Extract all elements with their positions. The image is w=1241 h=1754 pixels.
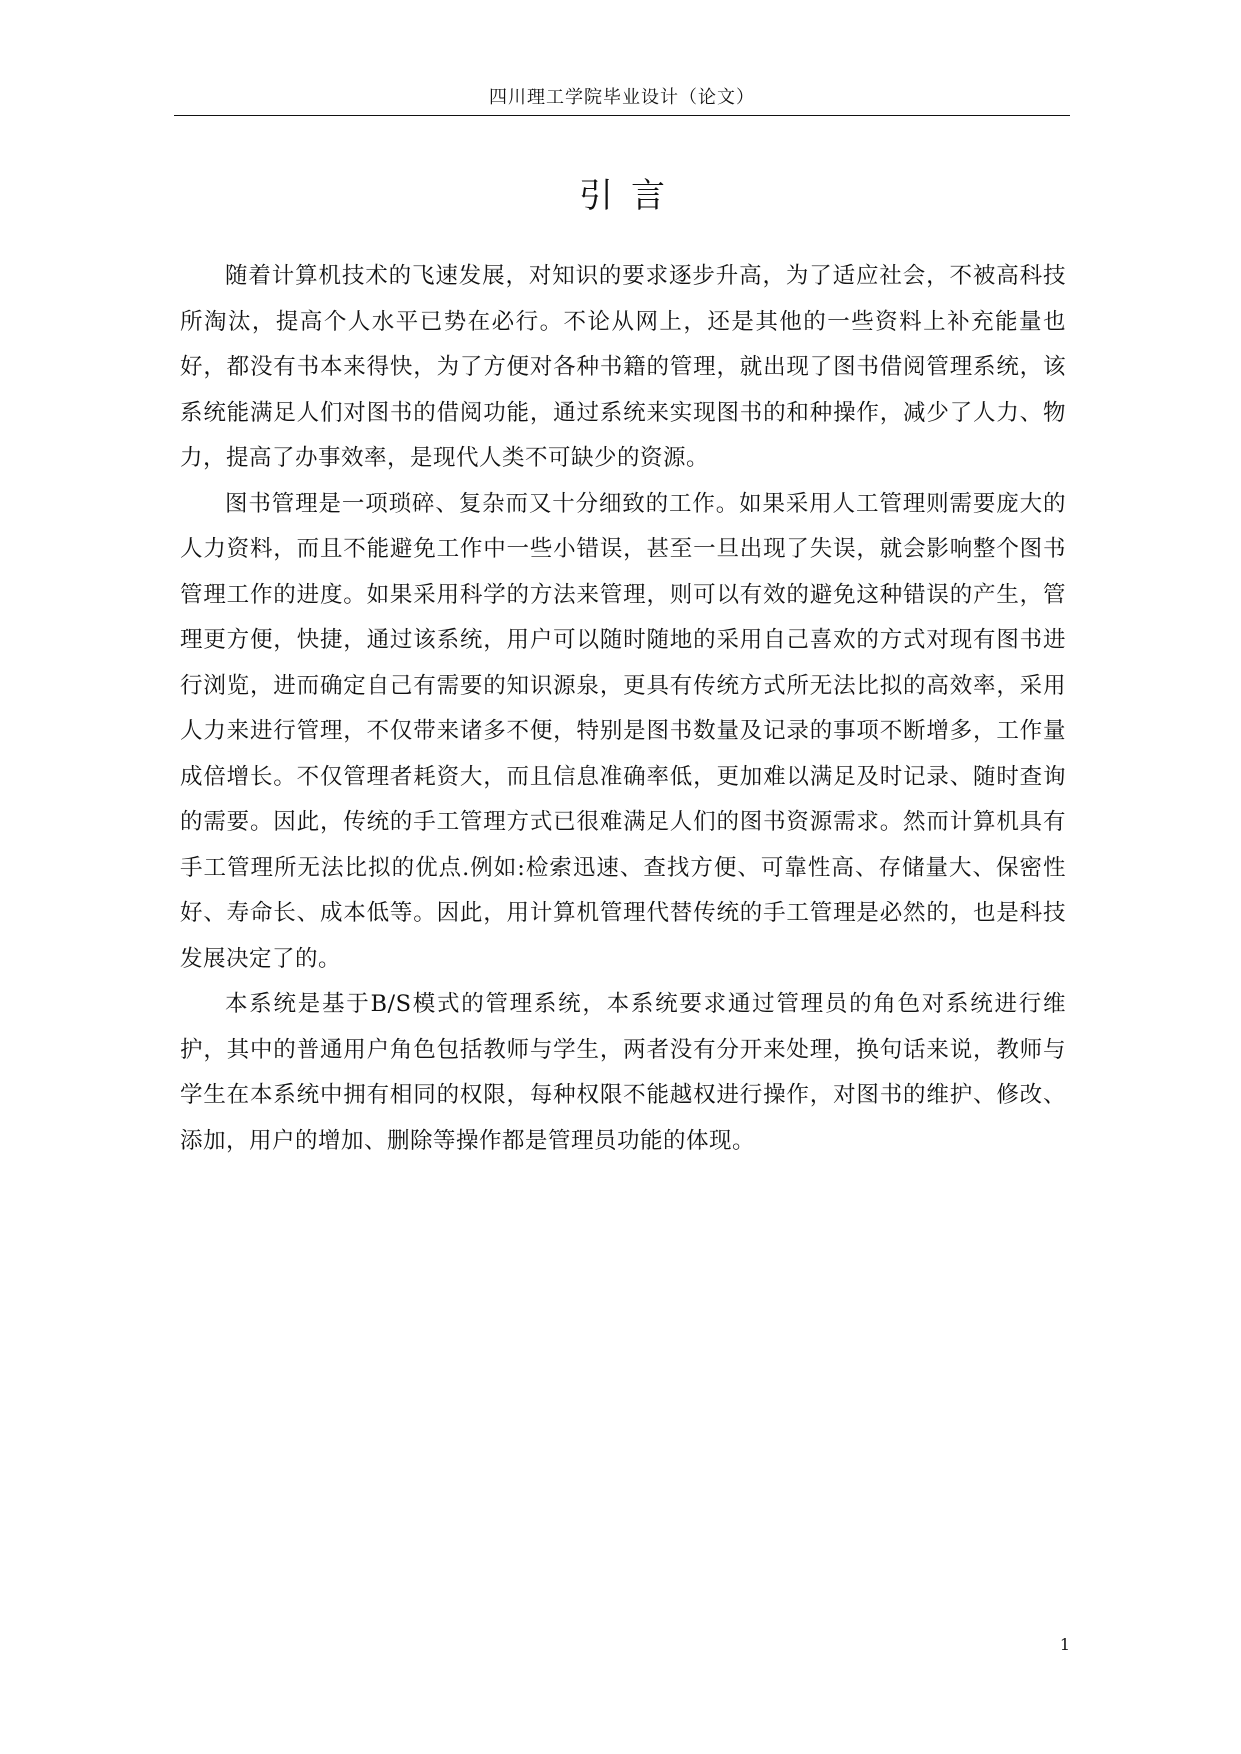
paragraph: 本系统是基于B/S模式的管理系统，本系统要求通过管理员的角色对系统进行维护，其中的普通用户角色包括教师与学生，两者没有分开来处理，换句话来说，教师与学生在本系统中拥有相同的权限，每种权限不能越权进行操作，对图书的维护、修改、添加，用户的增加、删除等操作都是管理员功能的体现。: [180, 991, 1066, 1154]
header-rule: [174, 115, 1070, 116]
paragraph: 图书管理是一项琐碎、复杂而又十分细致的工作。如果采用人工管理则需要庞大的人力资料，而且不能避免工作中一些小错误，甚至一旦出现了失误，就会影响整个图书管理工作的进度。如果采用科学的方法来管理，则可以有效的避免这种错误的产生，管理更方便，快捷，通过该系统，用户可以随时随地的采用自己喜欢的方式对现有图书进行浏览，进而确定自己有需要的知识源泉，更具有传统方式所无法比拟的高效率，采用人力来进行管理，不仅带来诸多不便，特别是图书数量及记录的事项不断增多，工作量成倍增长。不仅管理者耗资大，而且信息准确率低，更加难以满足及时记录、随时查询的需要。因此，传统的手工管理方式已很难满足人们的图书资源需求。然而计算机具有手工管理所无法比拟的优点.例如:检索迅速、查找方便、可靠性高、存储量大、保密性好、寿命长、成本低等。因此，用计算机管理代替传统的手工管理是必然的，也是科技发展决定了的。: [180, 490, 1066, 972]
section-title: 引言: [579, 176, 683, 216]
paragraph: 随着计算机技术的飞速发展，对知识的要求逐步升高，为了适应社会，不被高科技所淘汰，提高个人水平已势在必行。不论从网上，还是其他的一些资料上补充能量也好，都没有书本来得快，为了方便对各种书籍的管理，就出现了图书借阅管理系统，该系统能满足人们对图书的借阅功能，通过系统来实现图书的和种操作，减少了人力、物力，提高了办事效率，是现代人类不可缺少的资源。: [180, 263, 1066, 471]
body-text: [180, 254, 1066, 1164]
running-header: 四川理工学院毕业设计（论文）: [489, 87, 755, 108]
page-number: 1: [1059, 1635, 1070, 1654]
